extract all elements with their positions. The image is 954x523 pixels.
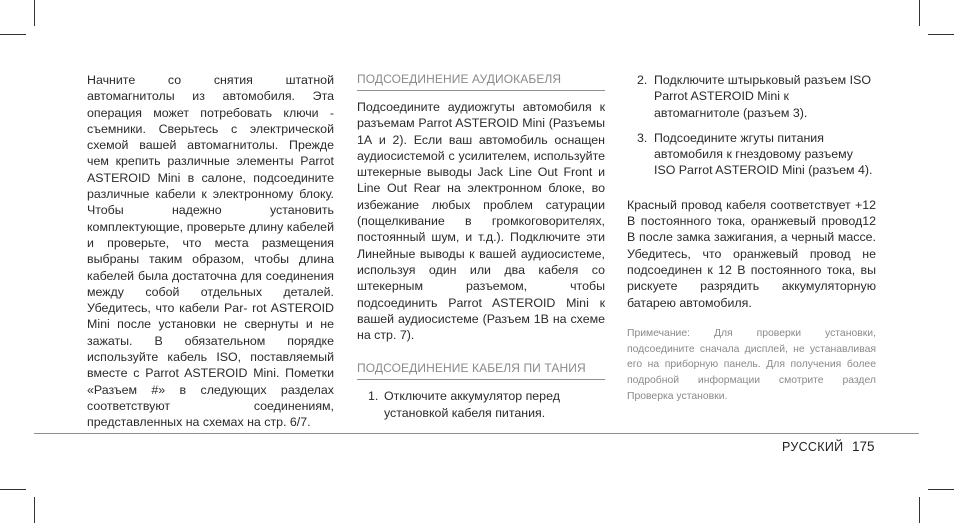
- wiring-paragraph: Красный провод кабеля соответствует +12 В постоянного тока, оранжевый провод12 В после замка зажигания, а черный массе. Убедитесь, что оранжевый провод не подсоединен к 12 В постоянного тока, вы рискуете разрядить аккумуляторную батарею автомобиля.: [627, 197, 876, 310]
- column-right: [627, 72, 876, 415]
- crop-mark: [919, 0, 920, 26]
- crop-mark: [34, 0, 35, 26]
- crop-mark: [0, 34, 26, 35]
- footer-divider: [34, 433, 919, 434]
- footer-language: РУССКИЙ: [782, 440, 844, 454]
- crop-mark: [0, 489, 26, 490]
- crop-mark: [919, 497, 920, 523]
- section-heading-audio: ПОДСОЕДИНЕНИЕ АУДИОКАБЕЛЯ: [357, 72, 605, 91]
- step-text: Подсоедините жгуты питания автомобиля к гнездовому разъему ISO Parrot ASTEROID Mini (разъем 4).: [654, 130, 873, 178]
- power-steps-list-continued: [627, 72, 876, 179]
- list-item: [357, 388, 605, 421]
- note-paragraph: Примечание: Для проверки установки, подсоедините сначала дисплей, не устанавливая его на приборную панель. Для получения более подробной информации смотрите раздел Проверка установки.: [627, 327, 876, 403]
- step-number: 2.: [637, 73, 648, 87]
- column-left: [87, 72, 334, 431]
- crop-mark: [928, 489, 954, 490]
- intro-paragraph: Начните со снятия штатной автомагнитолы из автомобиля. Эта операция может потребовать ключи - съемники. Сверьтесь с электрической схемой вашей автомагнитолы. Прежде чем крепить различные элементы Parrot ASTEROID Mini в салоне, подсоедините различные кабели к электронному блоку. Чтобы надежно установить комплектующие, проверьте длину кабелей и проверьте, что места размещения выбраны таким образом, чтобы длина кабелей была достаточна для соединения между собой отдельных деталей. Убедитесь, что кабели Par- rot ASTEROID Mini после установки не свернуты и не зажаты. В обязательном порядке используйте кабель ISO, поставляемый вместе с Parrot ASTEROID Mini. Пометки «Разъем #» в следующих разделах соответствуют соединениям, представленных на схемах на стр. 6/7.: [87, 73, 334, 430]
- step-text: Подключите штырьковый разъем ISO Parrot ASTEROID Mini к автомагнитоле (разъем 3).: [654, 73, 871, 120]
- audio-paragraph: Подсоедините аудиожгуты автомобиля к разъемам Parrot ASTEROID Mini (Разъемы 1А и 2). Если ваш автомобиль оснащен аудиосистемой с усилителем, используйте штекерные выводы Jack Line Out Front и Line Out Rear на электронном блоке, во избежание любых проблем сатурации (пощелкивание в громкоговорителях, постоянный шум, и т.д.). Подключите эти Линейные выводы к вашей аудиосистеме, используя один или два кабеля со штекерным разъемом, чтобы подсоединить Parrot ASTEROID Mini к вашей аудиосистеме (Разъем 1В на схеме на стр. 7).: [357, 100, 605, 343]
- list-item: [627, 130, 876, 179]
- column-middle: [357, 72, 605, 430]
- page-number: 175: [852, 439, 875, 454]
- step-number: 3.: [637, 130, 648, 145]
- list-item: [627, 72, 876, 121]
- step-number: 1.: [368, 389, 379, 404]
- section-heading-power: ПОДСОЕДИНЕНИЕ КАБЕЛЯ ПИ ТАНИЯ: [357, 361, 605, 380]
- power-steps-list: [357, 388, 605, 421]
- crop-mark: [928, 34, 954, 35]
- step-text: Отключите аккумулятор перед установкой кабеля питания.: [384, 389, 560, 420]
- crop-mark: [34, 497, 35, 523]
